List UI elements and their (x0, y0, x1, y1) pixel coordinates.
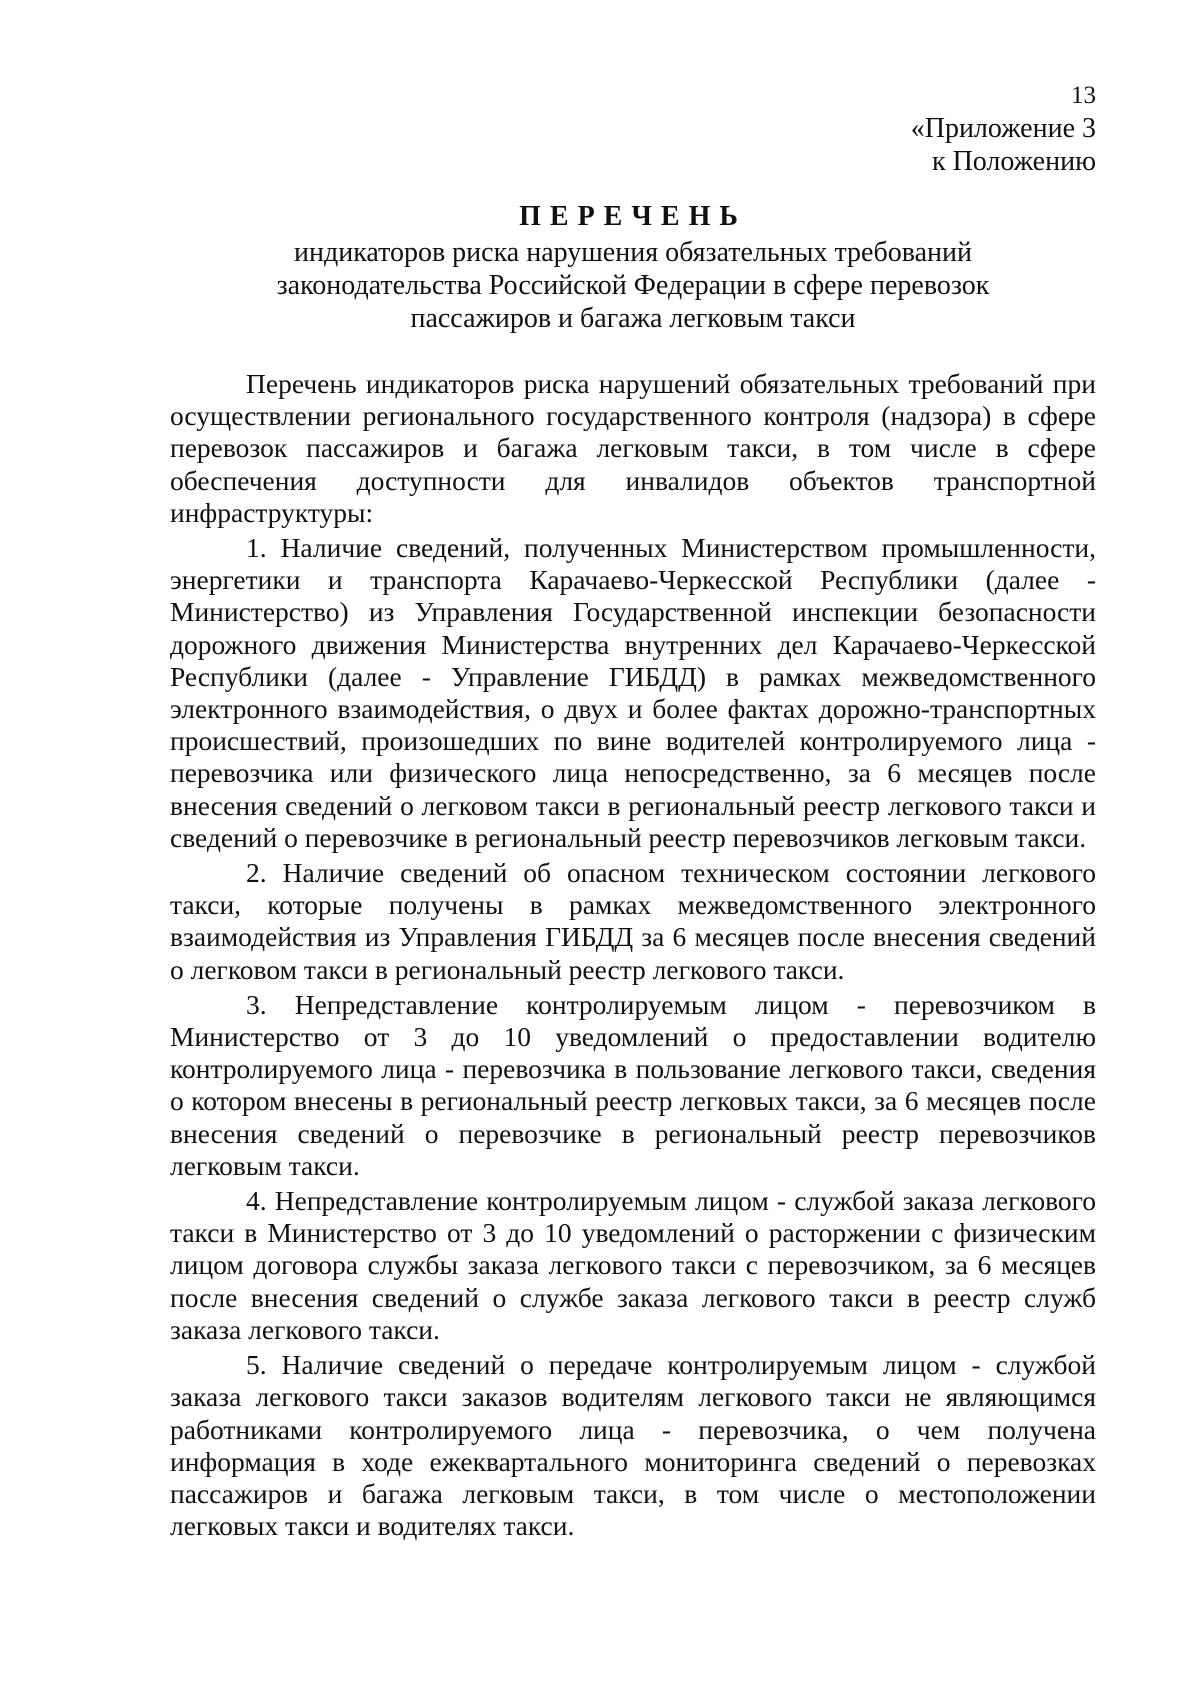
appendix-line-1: «Приложение 3 (910, 113, 1096, 144)
page-number: 13 (1071, 82, 1096, 109)
subtitle-line-2: законодательства Российской Федерации в сфере перевозок (276, 270, 990, 301)
indicator-item-2: 2. Наличие сведений об опасном техническом состоянии легкового такси, которые получены в рамках межведомственного электронного взаимодействия из Управления ГИБДД за 6 месяцев после внесения сведений о легковом такси в региональный реестр легкового такси. (170, 857, 1096, 985)
subtitle-line-1: индикаторов риска нарушения обязательных требований (294, 237, 972, 268)
appendix-reference (676, 112, 1096, 178)
document-title: ПЕРЕЧЕНЬ (519, 201, 747, 232)
title-block (170, 200, 1096, 335)
document-body (170, 368, 1096, 1545)
indicator-item-4: 4. Непредставление контролируемым лицом - службой заказа легкового такси в Министерство от 3 до 10 уведомлений о расторжении с физическим лицом договора службы заказа легкового такси с перевозчиком, за 6 месяцев после внесения сведений о службе заказа легкового такси в реестр служб заказа легкового такси. (170, 1185, 1096, 1345)
subtitle-line-3: пассажиров и багажа легковым такси (410, 303, 856, 334)
indicator-item-5: 5. Наличие сведений о передаче контролируемым лицом - службой заказа легкового такси заказов водителям легкового такси не являющимся работниками контролируемого лица - перевозчика, о чем получена информация в ходе ежеквартального мониторинга сведений о перевозках пассажиров и багажа легковым такси, в том числе о местоположении легковых такси и водителях такси. (170, 1349, 1096, 1542)
appendix-line-2: к Положению (931, 146, 1096, 177)
document-subtitle (170, 236, 1096, 335)
intro-paragraph: Перечень индикаторов риска нарушений обязательных требований при осуществлении регионального государственного контроля (надзора) в сфере перевозок пассажиров и багажа легковым такси, в том числе в сфере обеспечения доступности для инвалидов объектов транспортной инфраструктуры: (170, 368, 1096, 528)
indicator-item-3: 3. Непредставление контролируемым лицом - перевозчиком в Министерство от 3 до 10 уведомлений о предоставлении водителю контролируемого лица - перевозчика в пользование легкового такси, сведения о котором внесены в региональный реестр легковых такси, за 6 месяцев после внесения сведений о перевозчике в региональный реестр перевозчиков легковым такси. (170, 988, 1096, 1181)
indicator-item-1: 1. Наличие сведений, полученных Министерством промышленности, энергетики и транспорта Карачаево-Черкесской Республики (далее - Министерство) из Управления Государственной инспекции безопасности дорожного движения Министерства внутренних дел Карачаево-Черкесской Республики (далее - Управление ГИБДД) в рамках межведомственного электронного взаимодействия, о двух и более фактах дорожно-транспортных происшествий, произошедших по вине водителей контролируемого лица - перевозчика или физического лица непосредственно, за 6 месяцев после внесения сведений о легковом такси в региональный реестр легкового такси и сведений о перевозчике в региональный реестр перевозчиков легковым такси. (170, 532, 1096, 853)
